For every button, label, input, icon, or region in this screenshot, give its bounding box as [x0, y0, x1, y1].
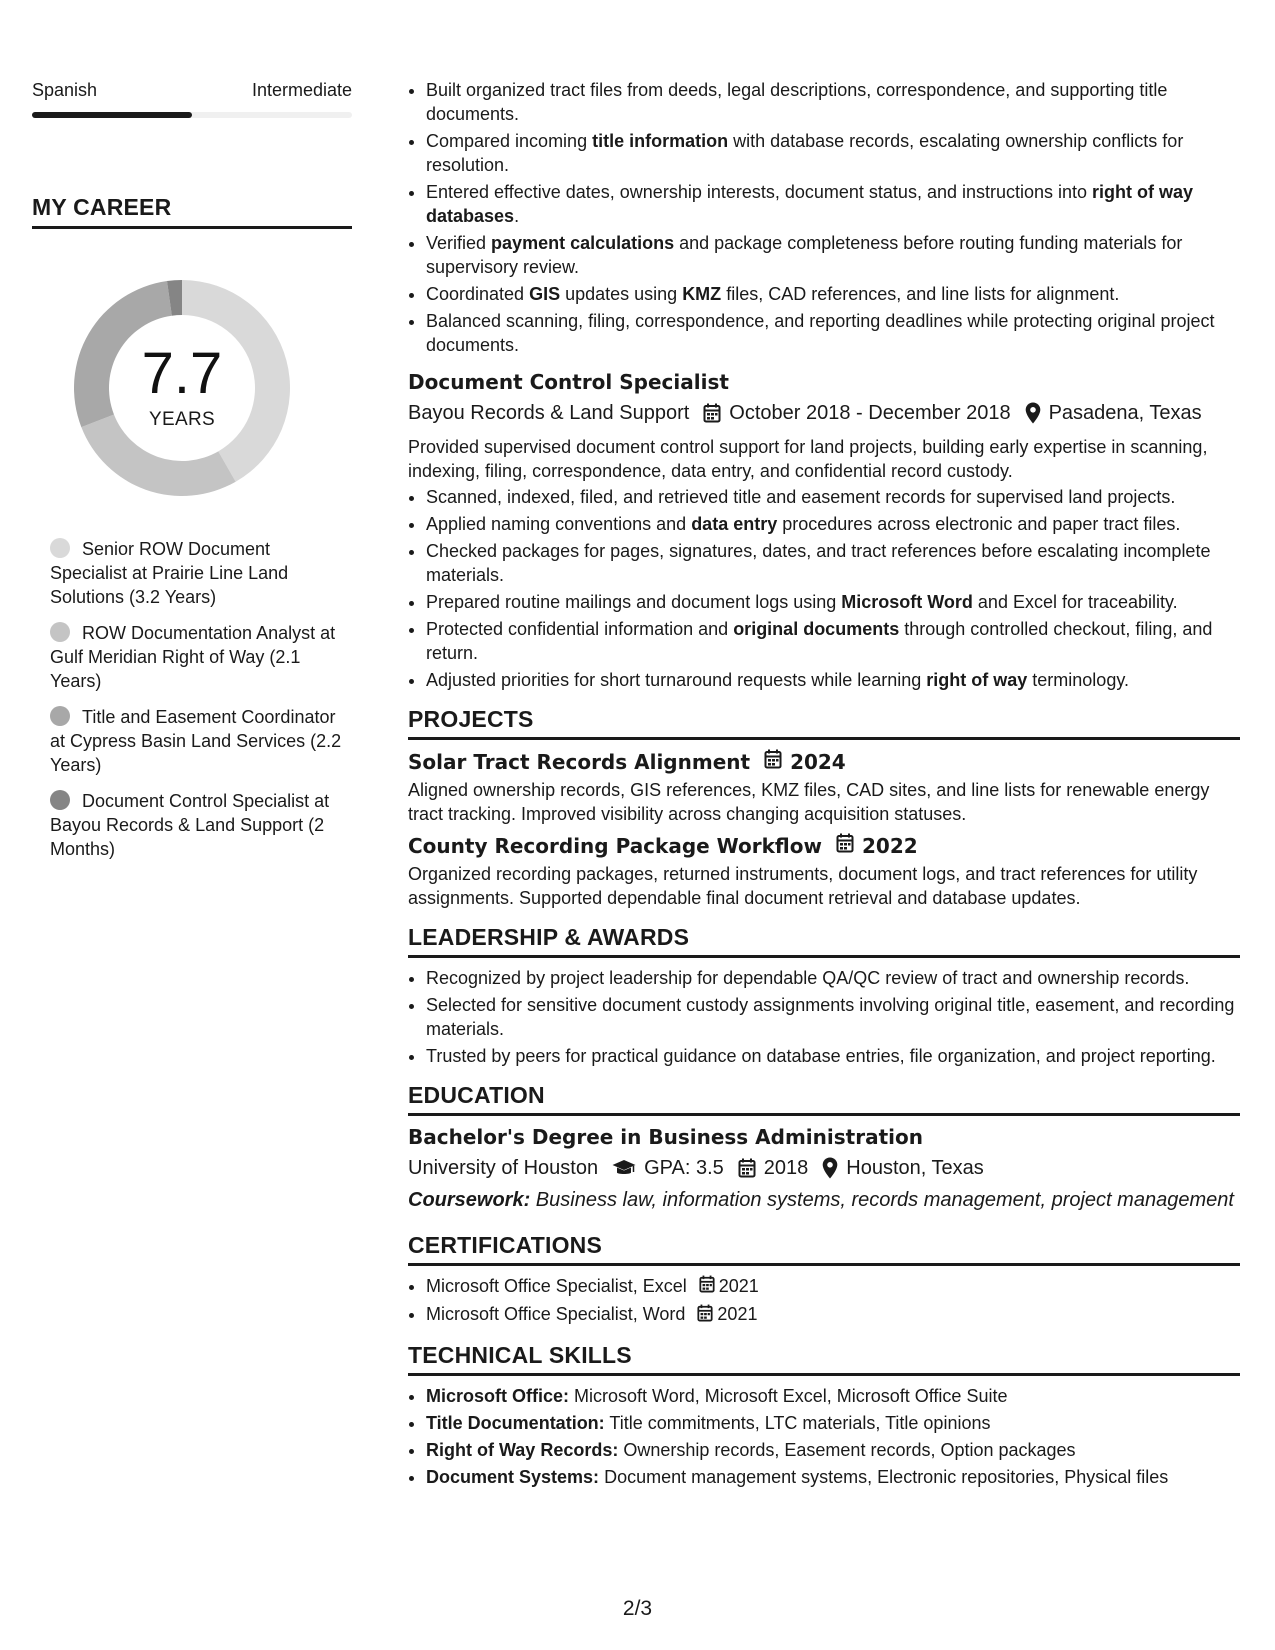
bullet-keyword: Microsoft Word [841, 592, 973, 612]
job-bullets [408, 485, 1240, 692]
job-meta [408, 399, 1240, 427]
donut-center [67, 341, 297, 431]
bullet-keyword: right of way databases [426, 182, 1194, 226]
map-pin-icon [822, 1157, 838, 1179]
certifications-list [408, 1274, 1240, 1328]
calendar-icon [764, 749, 782, 769]
donut-total-years: 7.7 [141, 341, 223, 406]
job-location: Pasadena, Texas [1048, 402, 1202, 424]
skill-label: Title Documentation: [426, 1412, 605, 1433]
bullet-text: and Excel for traceability. [972, 592, 1178, 612]
bullet-text: Built organized tract files from deeds, legal descriptions, correspondence, and supporting title documents. [426, 80, 1168, 124]
calendar-icon [836, 833, 854, 853]
calendar-icon [697, 1304, 713, 1322]
project-name: County Recording Package Workflow [408, 834, 822, 858]
legend-dot [50, 790, 70, 810]
legend-dot [50, 538, 70, 558]
bullet-item [426, 129, 1240, 177]
bullet-item [426, 309, 1240, 357]
legend-dot [50, 706, 70, 726]
career-legend-item [50, 789, 352, 861]
skill-values: Document management systems, Electronic repositories, Physical files [599, 1466, 1169, 1487]
bullet-item [426, 78, 1240, 126]
bullet-text: . [514, 206, 520, 226]
language-proficiency-fill [32, 112, 192, 118]
graduation-cap-icon [612, 1159, 636, 1177]
skill-values: Title commitments, LTC materials, Title opinions [604, 1412, 991, 1433]
bullet-keyword: data entry [691, 514, 778, 534]
legend-dot [50, 622, 70, 642]
calendar-icon [699, 1275, 715, 1293]
language-level: Intermediate [251, 80, 352, 100]
skill-item [426, 1411, 1240, 1435]
education-school: University of Houston [408, 1157, 599, 1179]
leadership-item: • Recognized by project leadership for dependable QA/QC review of tract and ownership records. [426, 966, 1240, 990]
bullet-item [426, 539, 1240, 587]
certification-name: Microsoft Office Specialist, Word [426, 1304, 686, 1325]
page-number: 2/3 [622, 1597, 653, 1620]
certification-item [426, 1302, 1240, 1327]
bullet-item [426, 485, 1240, 509]
leadership-item: • Selected for sensitive document custody assignments involving original title, easement, and recording materials. [426, 993, 1240, 1041]
skill-item [426, 1384, 1240, 1408]
skills-section-title: TECHNICAL SKILLS [408, 1342, 1240, 1376]
bullet-text: Verified [426, 233, 492, 253]
project-name: Solar Tract Records Alignment [408, 750, 751, 774]
education-degree: Bachelor's Degree in Business Administration [408, 1125, 923, 1149]
bullet-text: updates using [560, 284, 683, 304]
career-legend-item [50, 621, 352, 693]
skill-values: Ownership records, Easement records, Option packages [618, 1439, 1076, 1460]
career-legend-item [50, 705, 352, 777]
job-dates: October 2018 - December 2018 [729, 402, 1011, 424]
bullet-text: with database records, escalating ownership conflicts for resolution. [426, 131, 1184, 175]
education-section-title: EDUCATION [408, 1082, 1240, 1116]
calendar-icon [738, 1158, 756, 1178]
map-pin-icon [1025, 402, 1041, 424]
skill-values: Microsoft Word, Microsoft Excel, Microsoft Office Suite [569, 1385, 1008, 1406]
main-column [408, 78, 1240, 1492]
career-section-title: MY CAREER [32, 194, 352, 229]
bullet-item [426, 668, 1240, 692]
job-company: Bayou Records & Land Support [408, 402, 690, 424]
calendar-icon [703, 403, 721, 423]
projects-list [408, 748, 1240, 910]
leadership-bullets [408, 966, 1240, 1068]
bullet-text: Protected confidential information and [426, 619, 734, 639]
project-description: Aligned ownership records, GIS references, KMZ files, CAD sites, and line lists for renewable energy tract tracking. Improved visibility across changing acquisition statuses. [408, 780, 1210, 824]
bullet-text: Coordinated [426, 284, 530, 304]
certifications-section-title: CERTIFICATIONS [408, 1232, 1240, 1266]
bullet-text: Prepared routine mailings and document logs using [426, 592, 842, 612]
bullet-keyword: GIS [529, 284, 561, 304]
bullet-item [426, 180, 1240, 228]
bullet-keyword: right of way [926, 670, 1028, 690]
education-location: Houston, Texas [846, 1157, 984, 1179]
bullet-text: Applied naming conventions and [426, 514, 692, 534]
coursework-text: Business law, information systems, records management, project management [530, 1189, 1234, 1211]
project-year: 2022 [861, 834, 918, 858]
project-date-icon [764, 748, 782, 776]
bullet-text: Scanned, indexed, filed, and retrieved title and easement records for supervised land projects. [426, 487, 1176, 507]
project-date-icon [836, 832, 854, 860]
career-legend [32, 537, 352, 861]
coursework-label: Coursework: [408, 1189, 531, 1211]
career-legend-label: Document Control Specialist at Bayou Records & Land Support (2 Months) [50, 791, 330, 859]
bullet-text: through controlled checkout, filing, and return. [426, 619, 1213, 663]
skill-item [426, 1465, 1240, 1489]
career-legend-item [50, 537, 352, 609]
bullet-keyword: KMZ [682, 284, 722, 304]
bullet-text: Balanced scanning, filing, correspondence, and reporting deadlines while protecting original project documents. [426, 311, 1215, 355]
skill-label: Microsoft Office: [426, 1385, 570, 1406]
education-year: 2018 [763, 1157, 809, 1179]
certification-name: Microsoft Office Specialist, Excel [426, 1276, 687, 1296]
education-meta [408, 1154, 1240, 1182]
bullet-text: and package completeness before routing funding materials for supervisory review. [426, 233, 1183, 277]
leadership-section-title: LEADERSHIP & AWARDS [408, 924, 1240, 958]
bullet-text: Entered effective dates, ownership interests, document status, and instructions into [426, 182, 1093, 202]
skill-item [426, 1438, 1240, 1462]
bullet-text: Adjusted priorities for short turnaround requests while learning [426, 670, 927, 690]
bullet-item [426, 282, 1240, 306]
career-legend-label: Title and Easement Coordinator at Cypress Basin Land Services (2.2 Years) [50, 707, 342, 775]
donut-unit-label: YEARS [149, 409, 215, 430]
bullet-item [426, 231, 1240, 279]
bullet-item [426, 590, 1240, 614]
language-row [32, 78, 352, 102]
bullet-text: Compared incoming [426, 131, 593, 151]
career-donut-chart [67, 273, 297, 503]
bullet-item [426, 617, 1240, 665]
job-title: Document Control Specialist [408, 370, 729, 394]
career-legend-label: Senior ROW Document Specialist at Prairie Line Land Solutions (3.2 Years) [50, 539, 289, 607]
certification-item [426, 1274, 1240, 1299]
job-summary: Provided supervised document control support for land projects, building early expertise in scanning, indexing, filing, correspondence, data entry, and confidential record custody. [408, 437, 1208, 481]
bullet-keyword: original documents [733, 619, 900, 639]
bullet-text: procedures across electronic and paper tract files. [777, 514, 1181, 534]
education-gpa: GPA: 3.5 [644, 1157, 724, 1179]
skill-label: Document Systems: [426, 1466, 600, 1487]
certification-date-icon [697, 1304, 713, 1328]
bullet-keyword: title information [592, 131, 729, 151]
project-title [408, 748, 1240, 776]
certification-date-icon [699, 1275, 715, 1299]
certification-year: 2021 [718, 1276, 759, 1296]
bullet-text: files, CAD references, and line lists for alignment. [721, 284, 1120, 304]
career-legend-label: ROW Documentation Analyst at Gulf Meridian Right of Way (2.1 Years) [50, 623, 336, 691]
skill-label: Right of Way Records: [426, 1439, 619, 1460]
project-year: 2024 [790, 750, 846, 774]
projects-section-title: PROJECTS [408, 706, 1240, 740]
education-coursework [408, 1188, 1240, 1212]
previous-job-bullets [408, 78, 1240, 357]
certification-year: 2021 [717, 1304, 758, 1325]
project-title [408, 832, 1240, 860]
bullet-text: terminology. [1027, 670, 1129, 690]
project-description: Organized recording packages, returned instruments, document logs, and tract references for utility assignments. Supported dependable final document retrieval and database updates. [408, 864, 1198, 908]
bullet-text: Checked packages for pages, signatures, dates, and tract references before escalating incomplete materials. [426, 541, 1211, 585]
language-name: Spanish [32, 80, 98, 100]
leadership-item: • Trusted by peers for practical guidance on database entries, file organization, and project reporting. [426, 1044, 1240, 1068]
sidebar [32, 78, 352, 873]
bullet-keyword: payment calculations [491, 233, 675, 253]
language-proficiency-bar [32, 112, 352, 118]
skills-list [408, 1384, 1240, 1489]
bullet-item [426, 512, 1240, 536]
